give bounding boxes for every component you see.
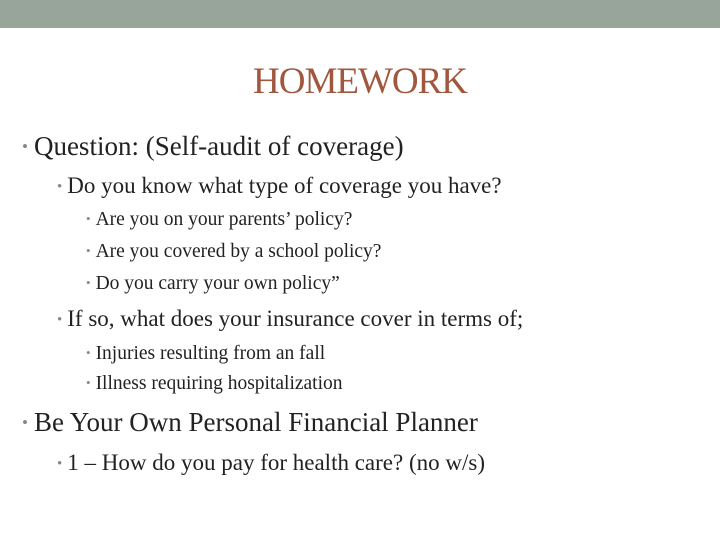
bullet-text: Are you covered by a school policy?: [95, 241, 382, 262]
bullet-item: [57, 172, 502, 201]
bullet-text: 1 – How do you pay for health care? (no w/s): [67, 450, 485, 475]
bullet-icon: •: [86, 243, 91, 258]
bullet-text: Do you carry your own policy”: [95, 273, 340, 294]
bullet-item: [22, 406, 478, 439]
top-band: [0, 0, 720, 28]
bullet-icon: •: [86, 211, 91, 226]
bullet-text: Be Your Own Personal Financial Planner: [33, 407, 478, 437]
bullet-icon: •: [57, 312, 63, 328]
bullet-icon: •: [22, 413, 28, 432]
bullet-item: [86, 207, 352, 232]
bullet-item: [86, 239, 381, 264]
bullet-item: [86, 341, 325, 366]
bullet-text: If so, what does your insurance cover in terms of;: [67, 306, 524, 331]
bullet-item: [57, 449, 485, 478]
bullet-text: Illness requiring hospitalization: [95, 373, 343, 394]
bullet-icon: •: [86, 345, 91, 360]
bullet-text: Do you know what type of coverage you have?: [67, 173, 502, 198]
bullet-item: [22, 130, 404, 163]
bullet-text: Injuries resulting from an fall: [95, 343, 326, 364]
bullet-icon: •: [22, 137, 28, 156]
bullet-icon: •: [86, 275, 91, 290]
bullet-icon: •: [57, 456, 63, 472]
slide-title: HOMEWORK: [253, 61, 467, 102]
bullet-item: [86, 371, 343, 396]
bullet-icon: •: [57, 179, 63, 195]
bullet-icon: •: [86, 375, 91, 390]
bullet-text: Are you on your parents’ policy?: [95, 209, 353, 230]
bullet-text: Question: (Self-audit of coverage): [33, 131, 404, 161]
bullet-item: [57, 305, 523, 334]
bullet-item: [86, 271, 340, 296]
